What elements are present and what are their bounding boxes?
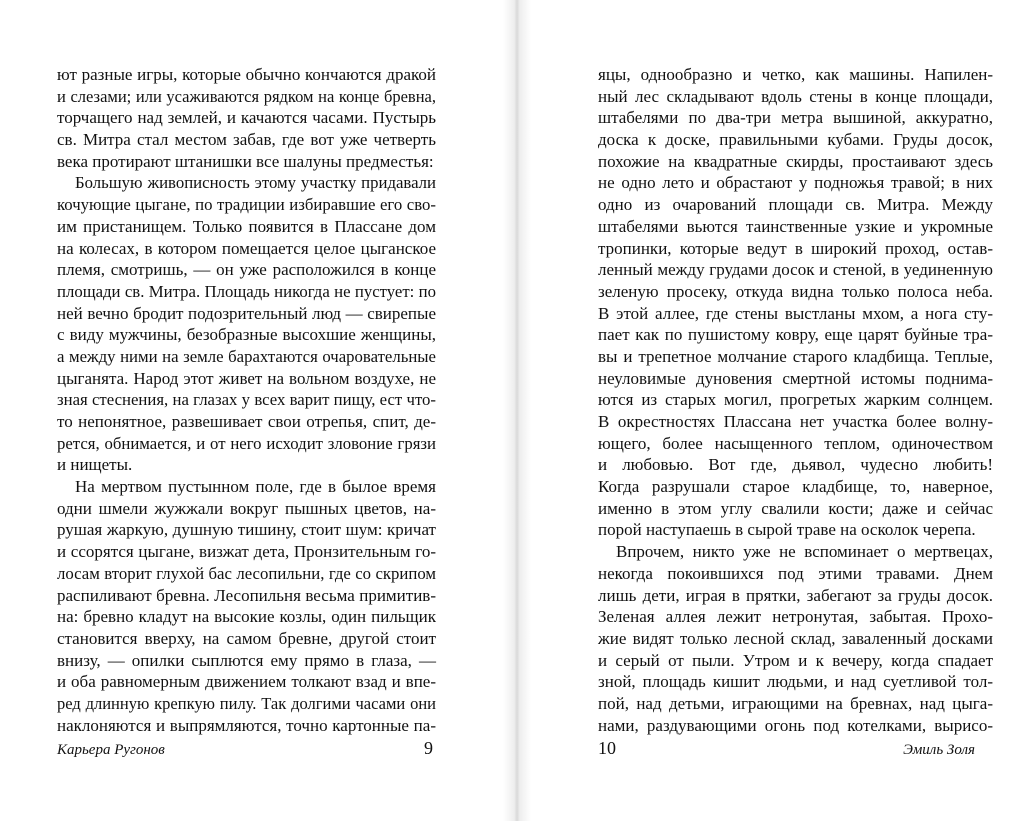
text-line: ней вечно бродит подозрительный люд — свирепые bbox=[57, 303, 436, 323]
text-line: нами, раздувающими огонь под котелками, вырисо- bbox=[598, 715, 993, 735]
text-line: ющего, более насыщенного теплом, одиночеством bbox=[598, 433, 993, 453]
text-line: века протирают штанишки все шалуны предместья: bbox=[57, 151, 434, 171]
text-line: ный лес складывают вдоль стены в конце площади, bbox=[598, 86, 993, 106]
text-line: с виду мужчины, безобразные высохшие женщины, bbox=[57, 325, 436, 345]
right-page-body-text bbox=[598, 64, 993, 736]
text-line: цыганята. Народ этот живет на вольном воздухе, не bbox=[57, 368, 436, 388]
text-line: одно из очарований площади св. Митра. Между bbox=[598, 195, 993, 215]
text-line: то непонятное, развешивает свои отрепья, спит, де- bbox=[57, 412, 436, 431]
right-running-footer-title: Эмиль Золя bbox=[903, 742, 975, 758]
text-line: тропинки, которые ведут в широкий проход, остав- bbox=[598, 238, 993, 258]
text-line: вы и трепетное молчание старого кладбища. Теплые, bbox=[598, 346, 993, 366]
text-line: лишь дети, играя в прятки, забегают за груды досок. bbox=[598, 585, 993, 605]
text-line: доска к доске, правильными кубами. Груды досок, bbox=[598, 130, 993, 150]
left-page-body-text bbox=[57, 64, 436, 736]
text-line: племя, смотришь, — он уже расположился в конце bbox=[57, 260, 436, 280]
text-line: похожие на квадратные скирды, простаивают здесь bbox=[598, 151, 993, 171]
text-line: В окрестностях Плассана нет участка более волну- bbox=[598, 412, 993, 431]
text-line: В этой аллее, где стены выстланы мхом, а нога сту- bbox=[598, 303, 993, 323]
text-line: ленный между грудами досок и стеной, в уединенную bbox=[598, 260, 993, 280]
text-line: на: бревно кладут на высокие козлы, один пильщик bbox=[57, 607, 436, 627]
right-page-number: 10 bbox=[598, 738, 616, 758]
text-line: зеленую просеку, откуда видна только полоса неба. bbox=[598, 281, 993, 301]
text-line: и любовью. Вот где, дьявол, чудесно любить! bbox=[598, 455, 993, 475]
text-line: ют разные игры, которые обычно кончаются дракой bbox=[57, 65, 436, 84]
text-line: порой наступаешь в сырой траве на осколок черепа. bbox=[598, 520, 976, 540]
text-line: ред длинную крепкую пилу. Так долгими часами они bbox=[57, 693, 436, 713]
text-line: пает как по пушистому ковру, еще царят буйные тра- bbox=[598, 325, 993, 345]
text-line: неуловимые дуновения смертной истомы поднима- bbox=[598, 368, 993, 388]
text-line: жие видят только лесной склад, заваленный досками bbox=[598, 628, 993, 648]
text-line: штабелями по два-три метра вышиной, аккуратно, bbox=[598, 108, 993, 128]
text-line: На мертвом пустынном поле, где в былое время bbox=[75, 477, 436, 497]
text-line: св. Митра стал местом забав, где вот уже четверть bbox=[57, 130, 436, 150]
text-line: пой, над детьми, играющими на бревнах, над цыга- bbox=[598, 693, 993, 713]
text-line: площади св. Митра. Площадь никогда не пустует: по bbox=[57, 281, 436, 301]
text-line: ются из старых могил, прогретых жарким солнцем. bbox=[598, 390, 993, 410]
text-line: и серый от пыли. Утром и к вечеру, когда спадает bbox=[598, 650, 993, 670]
right-page bbox=[517, 0, 1035, 821]
text-line: зной, площадь кишит людьми, и над суетливой тол- bbox=[598, 672, 993, 692]
text-line: рется, обнимается, и от него исходит зловоние грязи bbox=[57, 433, 436, 453]
text-line: Когда разрушали старое кладбище, то, наверное, bbox=[598, 477, 993, 497]
text-line: рушая жаркую, душную тишину, стоит шум: кричат bbox=[57, 520, 436, 540]
text-line: именно в этом углу свалили кости; даже и сейчас bbox=[598, 498, 993, 518]
text-line: Впрочем, никто уже не вспоминает о мертвецах, bbox=[616, 542, 993, 562]
text-line: штабелями вьются таинственные узкие и укромные bbox=[598, 216, 993, 236]
text-line: торчащего над землей, и качаются часами. Пустырь bbox=[57, 108, 436, 128]
text-line: и нищеты. bbox=[57, 455, 133, 475]
text-line: одни шмели жужжали вокруг пышных цветов, на- bbox=[57, 498, 436, 518]
text-line: зная стеснения, на глазах у всех варит пищу, ест что- bbox=[57, 390, 436, 410]
left-page-number: 9 bbox=[424, 738, 433, 758]
text-line: внизу, — опилки сыплются ему прямо в глаза, — bbox=[57, 650, 436, 670]
text-line: кочующие цыгане, по традиции избиравшие его сво- bbox=[57, 195, 436, 215]
text-line: и слезами; или усаживаются рядком на конце бревна, bbox=[57, 86, 436, 106]
text-line: яцы, однообразно и четко, как машины. Напилен- bbox=[598, 65, 993, 84]
text-line: и ссорятся цыгане, визжат дета, Пронзительным го- bbox=[57, 542, 436, 562]
left-running-footer-title: Карьера Ругонов bbox=[57, 742, 165, 758]
text-line: на колесах, в котором помещается целое цыганское bbox=[57, 238, 436, 258]
left-page bbox=[0, 0, 517, 821]
text-line: не одно лето и обрастают у подножья травой; в них bbox=[598, 173, 993, 193]
text-line: Зеленая аллея лежит нетронутая, забытая. Прохо- bbox=[598, 607, 993, 627]
text-line: некогда покоившихся под этими травами. Днем bbox=[598, 563, 993, 583]
text-line: лосам вторит глухой бас лесопильни, где со скрипом bbox=[57, 563, 436, 583]
text-line: и оба равномерным движением толкают взад и впе- bbox=[57, 672, 436, 692]
text-line: распиливают бревна. Лесопильня весьма примитив- bbox=[57, 585, 436, 605]
text-line: наклоняются и выпрямляются, точно картонные па- bbox=[57, 715, 436, 735]
text-line: им пристанищем. Только появится в Плассане дом bbox=[57, 216, 436, 236]
text-line: а между ними на земле барахтаются очаровательные bbox=[57, 346, 436, 366]
text-line: Большую живописность этому участку придавали bbox=[75, 173, 436, 193]
text-line: становится вверху, на самом бревне, другой стоит bbox=[57, 628, 436, 648]
book-spine-gutter bbox=[503, 0, 531, 821]
